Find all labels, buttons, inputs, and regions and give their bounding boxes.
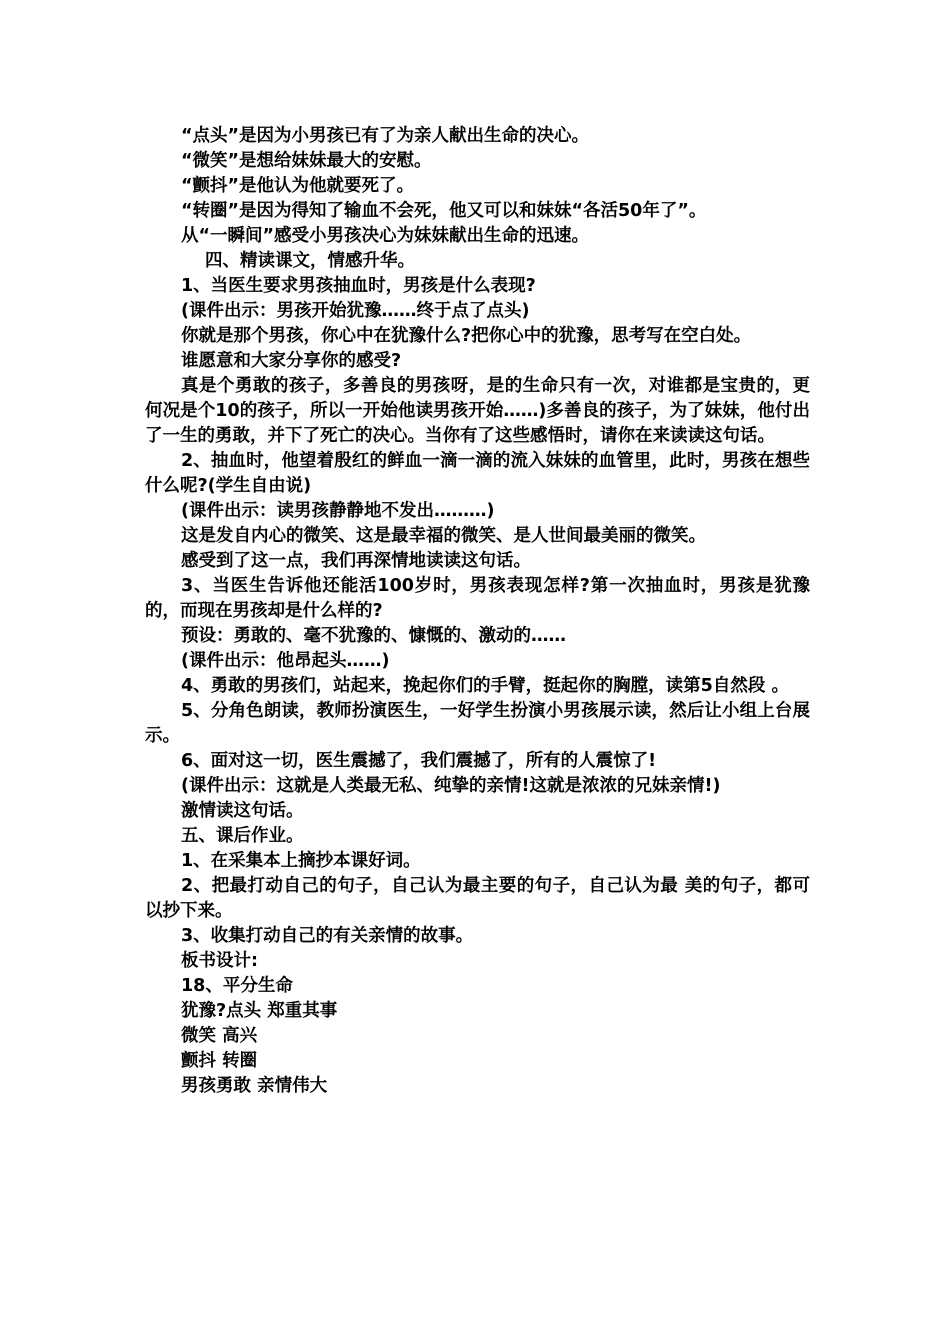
paragraph: 谁愿意和大家分享你的感受? [181, 351, 402, 371]
paragraph: 4、勇敢的男孩们，站起来，挽起你们的手臂，挺起你的胸膛，读第5自然段 。 [181, 676, 789, 696]
paragraph: 这是发自内心的微笑、这是最幸福的微笑、是人世间最美丽的微笑。 [181, 526, 706, 546]
section-heading: 四、精读课文，情感升华。 [205, 251, 415, 271]
paragraph: “微笑”是想给妹妹最大的安慰。 [181, 151, 432, 171]
paragraph: “点头”是因为小男孩已有了为亲人献出生命的决心。 [181, 126, 590, 146]
document-body [145, 124, 810, 1099]
board-design-line: 微笑 高兴 [181, 1026, 258, 1046]
paragraph: (课件出示：读男孩静静地不发出………) [181, 501, 495, 521]
paragraph: 3、当医生告诉他还能活100岁时，男孩表现怎样?第一次抽血时，男孩是犹豫的，而现在男孩却是什么样的? [145, 576, 810, 621]
paragraph: (课件出示：他昂起头……) [181, 651, 390, 671]
paragraph: “颤抖”是他认为他就要死了。 [181, 176, 415, 196]
section-heading: 五、课后作业。 [181, 826, 304, 846]
board-design-title: 18、平分生命 [181, 976, 293, 996]
paragraph: 2、把最打动自己的句子，自己认为最主要的句子，自己认为最 美的句子，都可以抄下来。 [145, 876, 810, 921]
paragraph: 3、收集打动自己的有关亲情的故事。 [181, 926, 474, 946]
paragraph: 板书设计: [181, 951, 258, 971]
paragraph: “转圈”是因为得知了输血不会死，他又可以和妹妹“各活50年了”。 [181, 201, 707, 221]
paragraph: 激情读这句话。 [181, 801, 304, 821]
paragraph: 1、当医生要求男孩抽血时，男孩是什么表现? [181, 276, 536, 296]
paragraph: 预设：勇敢的、毫不犹豫的、慷慨的、激动的…… [181, 626, 566, 646]
paragraph: 2、抽血时，他望着殷红的鲜血一滴一滴的流入妹妹的血管里，此时，男孩在想些什么呢?(学生自由说) [145, 451, 810, 496]
paragraph: 从“一瞬间”感受小男孩决心为妹妹献出生命的迅速。 [181, 226, 590, 246]
board-design-line: 犹豫?点头 郑重其事 [181, 1001, 338, 1021]
paragraph: 真是个勇敢的孩子，多善良的男孩呀，是的生命只有一次，对谁都是宝贵的，更何况是个10的孩子，所以一开始他读男孩开始……)多善良的孩子，为了妹妹，他付出了一生的勇敢，并下了死亡的决心。当你有了这些感悟时，请你在来读读这句话。 [145, 376, 810, 446]
paragraph: 你就是那个男孩，你心中在犹豫什么?把你心中的犹豫，思考写在空白处。 [181, 326, 752, 346]
paragraph: (课件出示：这就是人类最无私、纯挚的亲情!这就是浓浓的兄妹亲情!) [181, 776, 721, 796]
paragraph: 感受到了这一点，我们再深情地读读这句话。 [181, 551, 531, 571]
paragraph: (课件出示：男孩开始犹豫……终于点了点头) [181, 301, 530, 321]
board-design-line: 颤抖 转圈 [181, 1051, 258, 1071]
board-design-line: 男孩勇敢 亲情伟大 [181, 1076, 328, 1096]
paragraph: 1、在采集本上摘抄本课好词。 [181, 851, 421, 871]
paragraph: 5、分角色朗读，教师扮演医生，一好学生扮演小男孩展示读，然后让小组上台展示。 [145, 701, 810, 746]
paragraph: 6、面对这一切，医生震撼了，我们震撼了，所有的人震惊了! [181, 751, 657, 771]
